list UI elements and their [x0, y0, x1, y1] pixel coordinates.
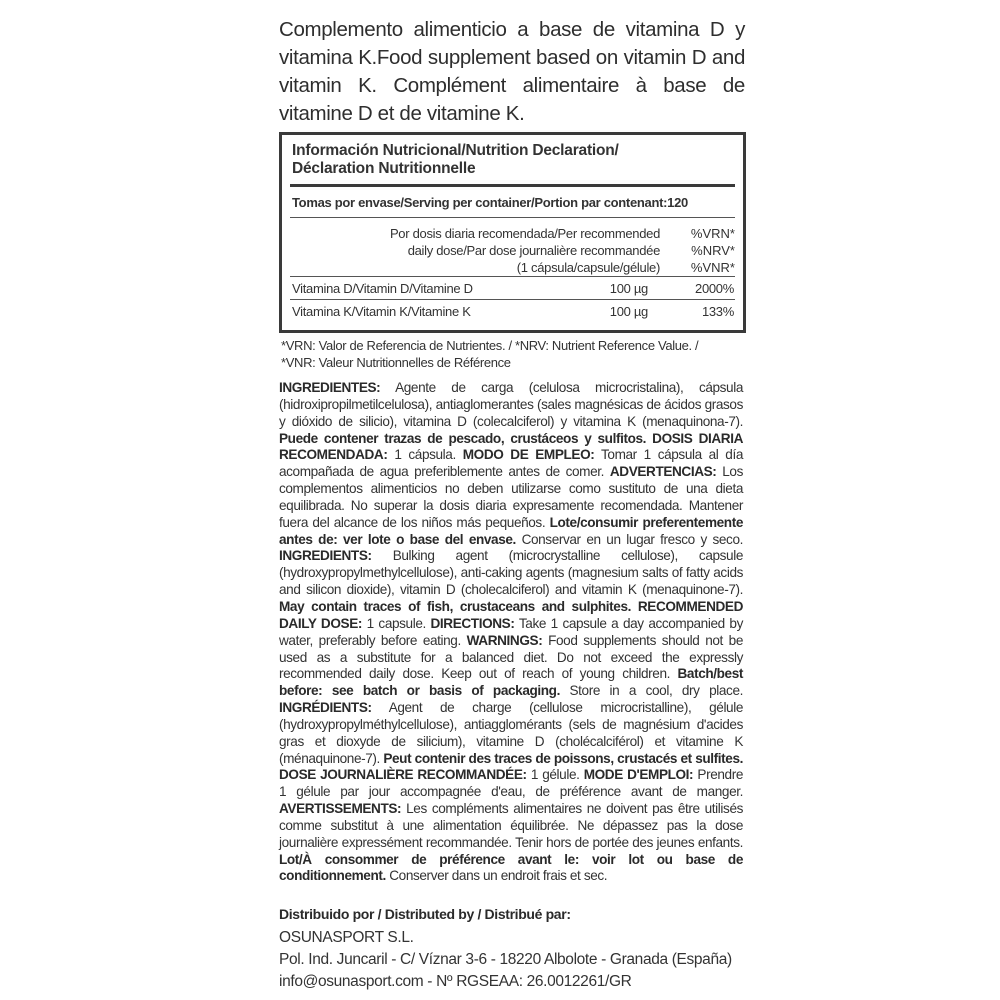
- servings-per-container: Tomas por envase/Serving per container/Portion par contenant:120: [292, 195, 688, 210]
- section-text: Food supplements should not be used as a substitute for a balanced diet. Do not exceed the expressly recommended daily dose. Keep out of reach of young children.: [279, 632, 743, 682]
- footnote-line: *VRN: Valor de Referencia de Nutrientes. / *NRV: Nutrient Reference Value. /: [281, 338, 699, 353]
- section-heading: Lote/consumir preferentemente antes de: ver lote o base del envase.: [279, 514, 743, 547]
- nutrition-table: [279, 132, 746, 333]
- dose-header-line: (1 cápsula/capsule/gélule): [516, 260, 660, 275]
- nutrition-title-line-1: Información Nutricional/Nutrition Declaration/: [292, 142, 619, 159]
- section-text: 1 gélule.: [526, 767, 584, 783]
- section-heading: MODE D'EMPLOI:: [583, 767, 694, 783]
- ingredients-and-directions: [279, 380, 743, 885]
- section-heading: AVERTISSEMENTS:: [279, 801, 402, 817]
- section-heading: May contain traces of fish, crustaceans and sulphites. RECOMMENDED DAILY DOSE:: [279, 598, 743, 631]
- nutrient-name: Vitamina D/Vitamin D/Vitamine D: [292, 281, 473, 296]
- company-contact: info@osunasport.com - Nº RGSEAA: 26.0012261/GR: [279, 973, 632, 990]
- nutrition-title-line-2: Déclaration Nutritionnelle: [292, 160, 476, 177]
- section-text: 1 capsule.: [361, 615, 431, 631]
- dose-header: [292, 225, 660, 276]
- section-text: Tomar 1 cápsula al día acompañada de agua preferiblemente antes de comer.: [279, 447, 743, 480]
- section-heading: ADVERTENCIAS:: [609, 464, 717, 480]
- distributor-info: [279, 927, 732, 993]
- nutrition-table-title: [292, 142, 737, 178]
- section-text: Store in a cool, dry place.: [559, 683, 743, 699]
- section-heading: WARNINGS:: [466, 632, 543, 648]
- section-text: Bulking agent (microcrystalline cellulose), capsule (hydroxypropylmethylcellulose), anti-caking agents (magnesium salts of fatty acids and silicon dioxide), vitamin D (cholecalciferol) and vitamin K (menaquinone-7).: [279, 548, 743, 598]
- section-text: Agent de charge (cellulose microcristalline), gélule (hydroxypropylméthylcellulose), antiagglomérants (sels de magnésium d'acides gras et dioxyde de silicium), vitamine D (cholécalciférol) et vitamine K (ménaquinone-7).: [279, 700, 743, 766]
- section-text: Les compléments alimentaires ne doivent pas être utilisés comme substitut à une alimentation équilibrée. Ne dépassez pas la dose journalière expressément recommandée. Tenir hors de portée des jeunes enfants.: [279, 801, 743, 850]
- section-heading: INGRÉDIENTS:: [279, 700, 372, 716]
- company-name: OSUNASPORT S.L.: [279, 929, 414, 946]
- section-text: Conservar en un lugar fresco y seco.: [515, 531, 743, 547]
- dose-header-line: daily dose/Par dose journalière recommandée: [407, 243, 660, 258]
- section-text: Prendre 1 gélule par jour accompagnée d'eau, de préférence avant de manger.: [279, 767, 743, 800]
- section-text: Agente de carga (celulosa microcristalina), cápsula (hidroxipropilmetilcelulosa), antiaglomerantes (sales magnésicas de ácidos grasos y dióxido de silicio), vitamina D (colecalciferol) y vitamina K (menaquinona-7).: [279, 380, 743, 429]
- reference-header-line: %VRN*: [690, 226, 735, 241]
- table-divider: [290, 299, 735, 300]
- section-heading: DIRECTIONS:: [430, 615, 515, 631]
- table-divider: [290, 276, 735, 277]
- nutrient-percent: 133%: [701, 304, 734, 319]
- company-address: Pol. Ind. Juncaril - C/ Víznar 3-6 - 18220 Albolote - Granada (España): [279, 951, 732, 968]
- product-description: Complemento alimenticio a base de vitamina D y vitamina K.Food supplement based on vitamin D and vitamin K. Complément alimentaire à base de vitamine D et de vitamine K.: [279, 18, 745, 125]
- table-row: [292, 281, 734, 299]
- section-heading: Puede contener trazas de pescado, crustáceos y sulfitos. DOSIS DIARIA RECOMENDADA:: [279, 430, 743, 463]
- reference-header-line: %VNR*: [690, 260, 735, 275]
- section-heading: INGREDIENTES:: [279, 380, 381, 395]
- section-heading: Peut contenir des traces de poissons, crustacés et sulfites. DOSE JOURNALIÈRE RECOMMANDÉE:: [279, 750, 743, 783]
- section-heading: INGREDIENTS:: [279, 548, 372, 564]
- section-text: Take 1 capsule a day accompanied by water, preferably before eating.: [279, 615, 743, 648]
- table-row: [292, 304, 734, 322]
- reference-header-line: %NRV*: [691, 243, 735, 258]
- reference-value-header: [665, 225, 735, 276]
- nutrient-amount: 100 µg: [609, 304, 648, 319]
- section-heading: Batch/best before: see batch or basis of packaging.: [279, 666, 743, 699]
- section-text: 1 cápsula.: [387, 447, 463, 463]
- nutrient-percent: 2000%: [695, 281, 734, 296]
- table-divider: [290, 217, 735, 218]
- section-heading: Lot/À consommer de préférence avant le: voir lot ou base de conditionnement.: [279, 851, 743, 884]
- dose-header-line: Por dosis diaria recomendada/Per recommended: [389, 226, 660, 241]
- footnote-line: *VNR: Valeur Nutritionnelles de Référence: [281, 355, 511, 370]
- section-heading: MODO DE EMPLEO:: [462, 447, 595, 463]
- reference-footnote: [281, 337, 741, 371]
- section-text: Conserver dans un endroit frais et sec.: [385, 868, 608, 884]
- nutrition-title-rule: [290, 184, 735, 187]
- nutrient-name: Vitamina K/Vitamin K/Vitamine K: [292, 304, 471, 319]
- nutrient-amount: 100 µg: [609, 281, 648, 296]
- distributor-label: Distribuido por / Distributed by / Distribué par:: [279, 906, 571, 922]
- section-text: Los complementos alimenticios no deben utilizarse como sustituto de una dieta equilibrada. No superar la dosis diaria expresamente recomendada. Mantener fuera del alcance de los niños más pequeños.: [279, 464, 743, 530]
